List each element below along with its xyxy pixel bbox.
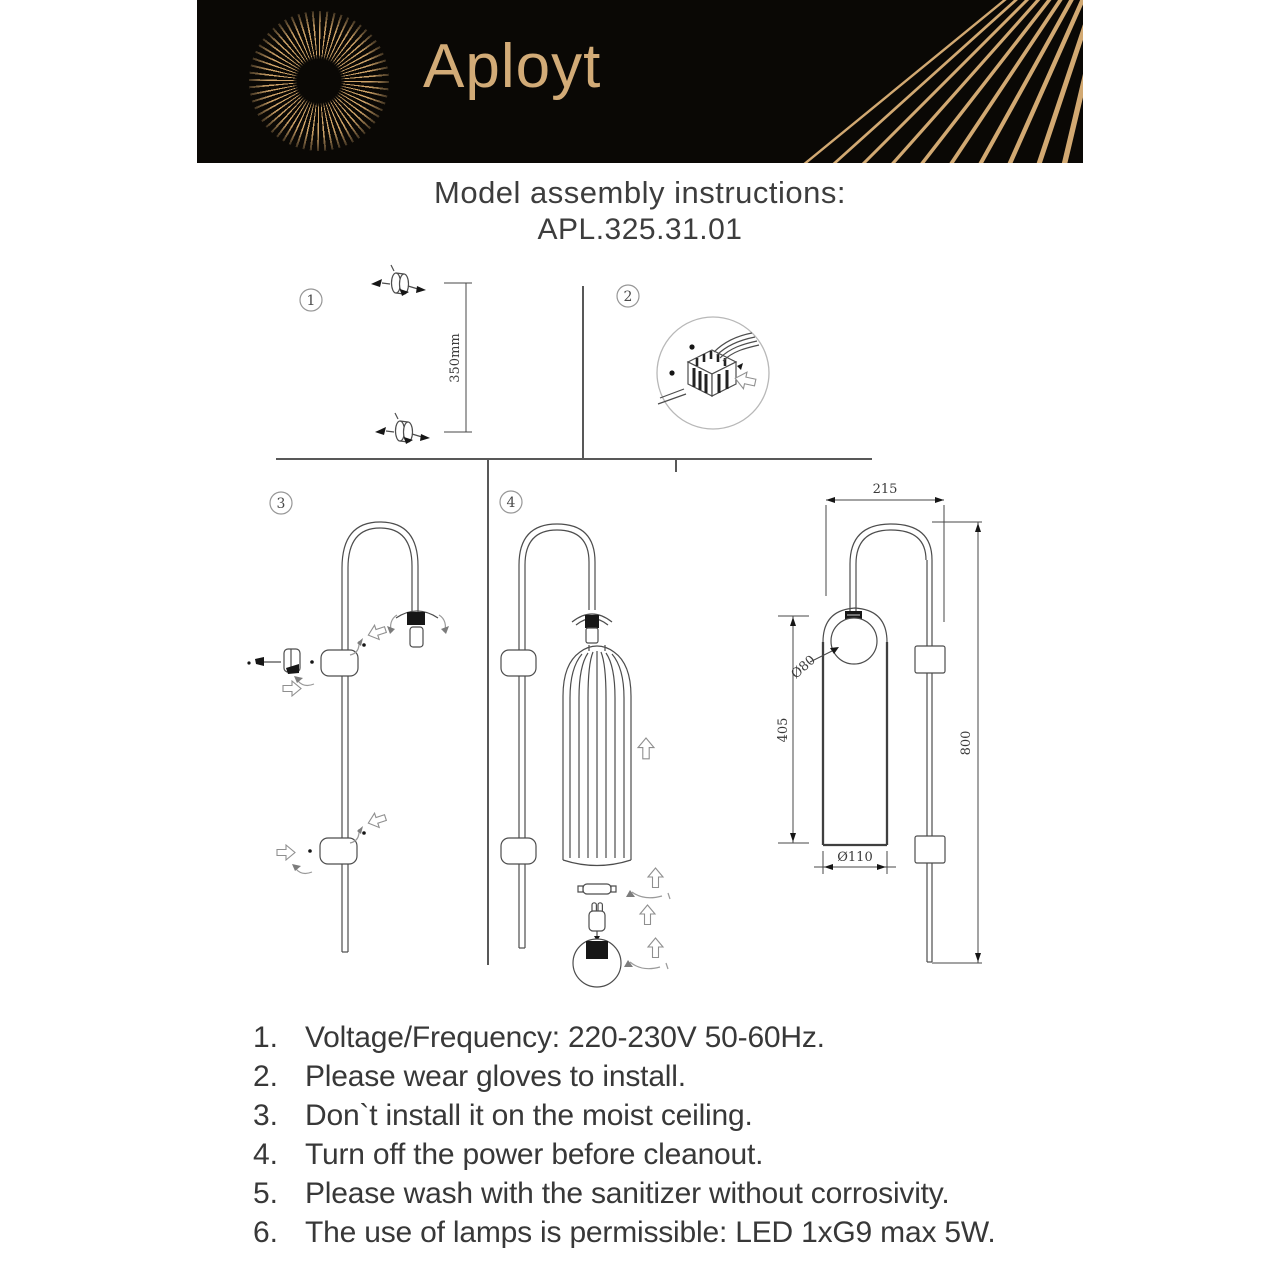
instruction-number: 4. — [253, 1138, 279, 1171]
instruction-item — [253, 1178, 995, 1210]
title-line-1: Model assembly instructions: — [434, 175, 846, 210]
instruction-text: Turn off the power before cleanout. — [305, 1138, 764, 1171]
instruction-number: 1. — [253, 1021, 279, 1054]
instruction-item — [253, 1100, 995, 1132]
socket-and-bulb — [387, 611, 449, 647]
lamp-frame — [342, 522, 418, 952]
mount-block — [915, 646, 945, 673]
wall-anchor-bottom — [375, 413, 430, 444]
step3-number: 3 — [276, 496, 286, 512]
step4-panel — [500, 491, 670, 987]
dimension-350mm — [444, 283, 472, 432]
instruction-text: The use of lamps is permissible: LED 1xG9 max 5W. — [305, 1216, 996, 1249]
up-arrow — [638, 738, 654, 759]
mount-block — [915, 836, 945, 863]
sphere-diffuser — [573, 939, 621, 987]
dim-shade-height: 405 — [776, 717, 791, 743]
dim-total-height: 800 — [959, 730, 974, 756]
dimension-drawing — [776, 482, 982, 963]
dim-arm-width: 215 — [872, 482, 898, 497]
mount-bracket-detail — [247, 649, 300, 674]
lower-mount — [308, 831, 366, 864]
instruction-item — [253, 1022, 995, 1054]
assembly-arrow — [366, 622, 388, 642]
instruction-item — [253, 1217, 995, 1249]
instruction-number: 3. — [253, 1099, 279, 1132]
up-arrow — [648, 868, 663, 888]
step2-panel — [617, 285, 769, 429]
instruction-number: 2. — [253, 1060, 279, 1093]
socket-assembly — [572, 614, 612, 651]
g9-bulb — [589, 903, 605, 941]
dimension-d110 — [814, 850, 896, 874]
instruction-number: 5. — [253, 1177, 279, 1210]
step2-number: 2 — [623, 289, 633, 305]
step1-panel — [300, 265, 472, 444]
assembly-arrow — [366, 810, 388, 830]
instruction-text: Please wear gloves to install. — [305, 1060, 686, 1093]
upper-mount — [310, 643, 366, 676]
instruction-text: Please wash with the sanitizer without corrosivity. — [305, 1177, 950, 1210]
dimension-405 — [776, 616, 809, 843]
instruction-item — [253, 1061, 995, 1093]
lamp-frame-assembled — [501, 524, 595, 948]
dimension-800 — [932, 522, 982, 963]
instruction-text: Voltage/Frequency: 220-230V 50-60Hz. — [305, 1021, 825, 1054]
wire-terminal-detail — [658, 333, 759, 404]
instruction-item — [253, 1139, 995, 1171]
brand-wordmark: Aployt — [423, 32, 602, 101]
instruction-list — [253, 1022, 995, 1249]
up-arrow — [648, 938, 663, 958]
instruction-text: Don`t install it on the moist ceiling. — [305, 1099, 753, 1132]
step3-panel — [247, 492, 449, 952]
shade-outline — [823, 608, 887, 845]
dimension-215 — [826, 482, 944, 622]
wall-anchor-top — [371, 265, 426, 296]
up-arrow — [640, 905, 655, 925]
model-number: APL.325.31.01 — [537, 213, 743, 246]
instruction-number: 6. — [253, 1216, 279, 1249]
assembly-arrow — [283, 681, 301, 696]
assembly-arrow — [277, 845, 295, 860]
dim-anchor-spacing: 350mm — [448, 333, 463, 383]
step4-number: 4 — [506, 495, 516, 511]
dim-shade-diameter: Ø110 — [837, 850, 873, 865]
clamp-ring — [578, 884, 616, 894]
dimension-d80 — [789, 647, 839, 682]
step1-number: 1 — [306, 293, 316, 309]
glass-shade — [563, 646, 631, 866]
dim-sphere-diameter: Ø80 — [788, 652, 819, 683]
